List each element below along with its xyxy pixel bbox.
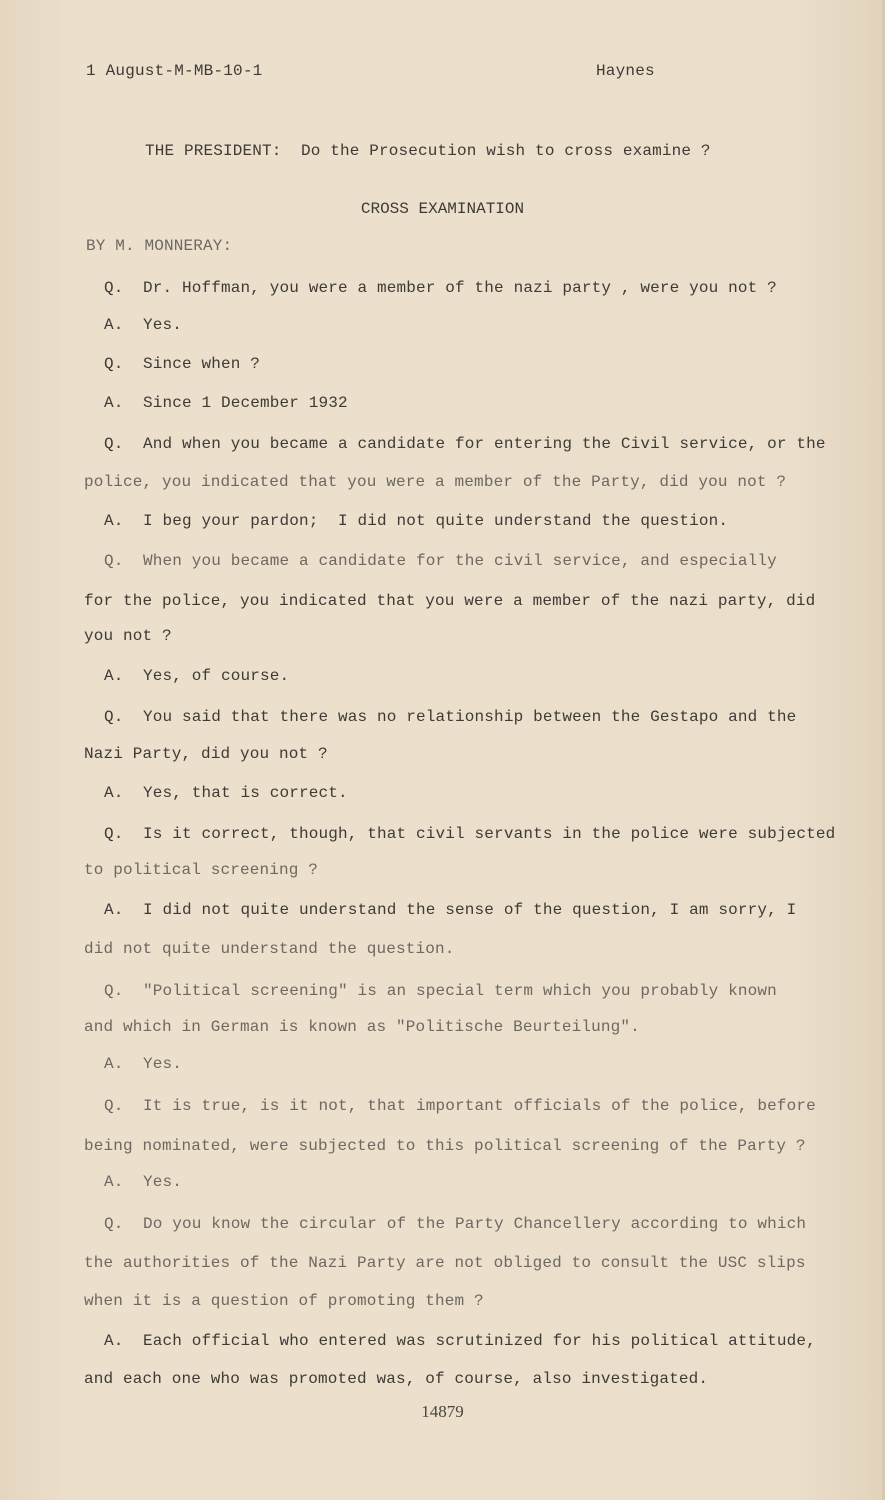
transcript-line: Q. It is true, is it not, that important officials of the police, before: [104, 1097, 816, 1115]
transcript-line: when it is a question of promoting them ?: [84, 1292, 484, 1310]
transcript-line: police, you indicated that you were a member of the Party, did you not ?: [84, 473, 787, 491]
transcript-line: Q. And when you became a candidate for entering the Civil service, or the: [104, 435, 826, 453]
president-line: THE PRESIDENT: Do the Prosecution wish to cross examine ?: [145, 142, 711, 160]
transcript-line: did not quite understand the question.: [84, 940, 455, 958]
section-title: CROSS EXAMINATION: [360, 200, 525, 218]
transcript-line: A. I did not quite understand the sense of the question, I am sorry, I: [104, 901, 797, 919]
transcript-line: Q. When you became a candidate for the civil service, and especially: [104, 552, 777, 570]
header-reference: 1 August-M-MB-10-1: [86, 62, 263, 80]
transcript-line: A. Each official who entered was scrutinized for his political attitude,: [104, 1332, 816, 1350]
transcript-line: A. Yes, of course.: [104, 667, 290, 685]
page-number: 14879: [421, 1402, 464, 1421]
transcript-line: A. Since 1 December 1932: [104, 394, 348, 412]
transcript-line: for the police, you indicated that you were a member of the nazi party, did: [84, 592, 816, 610]
transcript-line: Nazi Party, did you not ?: [84, 745, 328, 763]
transcript-line: to political screening ?: [84, 861, 319, 879]
transcript-line: A. I beg your pardon; I did not quite understand the question.: [104, 512, 729, 530]
transcript-line: A. Yes.: [104, 316, 183, 334]
transcript-line: and which in German is known as "Politische Beurteilung".: [84, 1018, 640, 1036]
transcript-line: Q. Do you know the circular of the Party Chancellery according to which: [104, 1215, 807, 1233]
transcript-line: Q. Since when ?: [104, 355, 261, 373]
transcript-line: A. Yes.: [104, 1055, 183, 1073]
transcript-line: Q. Is it correct, though, that civil servants in the police were subjected: [104, 825, 836, 843]
transcript-line: A. Yes, that is correct.: [104, 784, 348, 802]
header-reporter: Haynes: [596, 62, 655, 80]
transcript-line: being nominated, were subjected to this political screening of the Party ?: [84, 1137, 806, 1155]
transcript-line: and each one who was promoted was, of course, also investigated.: [84, 1370, 709, 1388]
transcript-line: the authorities of the Nazi Party are not obliged to consult the USC slips: [84, 1254, 806, 1272]
transcript-line: you not ?: [84, 627, 172, 645]
transcript-line: Q. "Political screening" is an special term which you probably known: [104, 982, 777, 1000]
transcript-line: Q. Dr. Hoffman, you were a member of the nazi party , were you not ?: [104, 279, 777, 297]
examiner-line: BY M. MONNERAY:: [86, 237, 233, 255]
transcript-line: A. Yes.: [104, 1173, 183, 1191]
transcript-line: Q. You said that there was no relationship between the Gestapo and the: [104, 708, 797, 726]
